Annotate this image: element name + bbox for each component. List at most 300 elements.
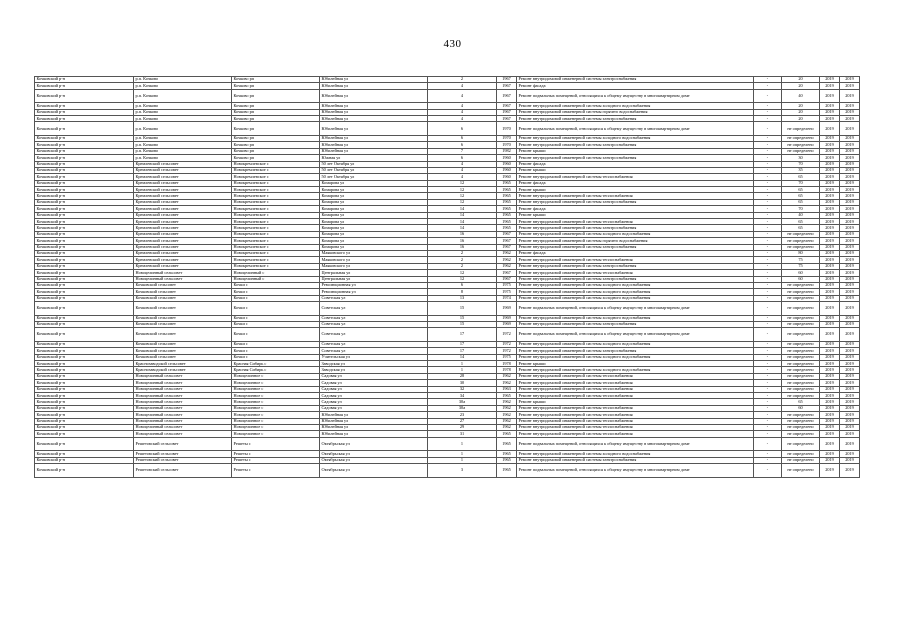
district-cell: Кочковский р-н bbox=[35, 174, 134, 180]
year-cell: 1967 bbox=[497, 244, 517, 250]
value-cell: не определено bbox=[782, 412, 820, 418]
house-number-cell: 4 bbox=[428, 167, 497, 173]
district-cell: Кочковский р-н bbox=[35, 380, 134, 386]
settlement-cell: Новокремлевское с bbox=[232, 244, 320, 250]
year-to-cell: 2019 bbox=[840, 116, 860, 122]
year-cell: 1970 bbox=[497, 142, 517, 148]
house-number-cell: 2 bbox=[428, 263, 497, 269]
settlement-cell: Новокремлевское с bbox=[232, 167, 320, 173]
house-number-cell: 6 bbox=[428, 155, 497, 161]
year-to-cell: 2019 bbox=[840, 289, 860, 295]
work-type-cell: Ремонт внутридомовой инженерной системы горячего водоснабжения bbox=[517, 109, 754, 115]
work-type-cell: Ремонт крыши bbox=[517, 361, 754, 367]
work-type-cell: Ремонт крыши bbox=[517, 187, 754, 193]
value-cell: не определено bbox=[782, 418, 820, 424]
settlement-cell: Кочки с bbox=[232, 322, 320, 328]
work-type-cell: Ремонт подвальных помещений, относящихся к общему имуществу в многоквартирном доме bbox=[517, 437, 754, 451]
year-from-cell: 2019 bbox=[820, 83, 840, 89]
year-to-cell: 2019 bbox=[840, 282, 860, 288]
work-type-cell: Ремонт внутридомовой инженерной системы холодного водоснабжения bbox=[517, 103, 754, 109]
year-to-cell: 2019 bbox=[840, 276, 860, 282]
year-from-cell: 2019 bbox=[820, 373, 840, 379]
house-number-cell: 31 bbox=[428, 431, 497, 437]
dash-cell: - bbox=[754, 399, 782, 405]
house-number-cell: 30 bbox=[428, 380, 497, 386]
work-type-cell: Ремонт крыши bbox=[517, 212, 754, 218]
district-cell: Кочковский р-н bbox=[35, 148, 134, 154]
street-cell: Юбилейная ул bbox=[320, 109, 428, 115]
house-number-cell: 15 bbox=[428, 302, 497, 316]
street-cell: Юбилейная ул bbox=[320, 122, 428, 136]
dash-cell: - bbox=[754, 219, 782, 225]
district-cell: Кочковский р-н bbox=[35, 276, 134, 282]
year-cell: 1965 bbox=[497, 451, 517, 457]
table-row bbox=[35, 302, 860, 316]
street-cell: Советская ул bbox=[320, 315, 428, 321]
value-cell: 20 bbox=[782, 83, 820, 89]
value-cell: не определено bbox=[782, 295, 820, 301]
year-cell: 1962 bbox=[497, 405, 517, 411]
year-cell: 1967 bbox=[497, 116, 517, 122]
dash-cell: - bbox=[754, 135, 782, 141]
municipality-cell: Кремлевский сельсовет bbox=[134, 212, 232, 218]
year-from-cell: 2019 bbox=[820, 399, 840, 405]
work-type-cell: Ремонт внутридомовой инженерной системы электроснабжения bbox=[517, 77, 754, 83]
dash-cell: - bbox=[754, 167, 782, 173]
year-cell: 1962 bbox=[497, 250, 517, 256]
municipality-cell: Кремлевский сельсовет bbox=[134, 161, 232, 167]
year-to-cell: 2019 bbox=[840, 167, 860, 173]
year-to-cell: 2019 bbox=[840, 135, 860, 141]
value-cell: не определено bbox=[782, 244, 820, 250]
municipality-cell: Новоцелинный сельсовет bbox=[134, 380, 232, 386]
value-cell: не определено bbox=[782, 457, 820, 463]
settlement-cell: Новокремлевское с bbox=[232, 263, 320, 269]
municipality-cell: Решетовский сельсовет bbox=[134, 451, 232, 457]
year-to-cell: 2019 bbox=[840, 225, 860, 231]
municipality-cell: Новоцелинный сельсовет bbox=[134, 424, 232, 430]
dash-cell: - bbox=[754, 418, 782, 424]
year-from-cell: 2019 bbox=[820, 289, 840, 295]
year-cell: 1960 bbox=[497, 155, 517, 161]
district-cell: Кочковский р-н bbox=[35, 161, 134, 167]
municipality-cell: Новоцелинный сельсовет bbox=[134, 386, 232, 392]
settlement-cell: Кочково рп bbox=[232, 83, 320, 89]
value-cell: не определено bbox=[782, 135, 820, 141]
street-cell: Садовая ул bbox=[320, 399, 428, 405]
year-from-cell: 2019 bbox=[820, 212, 840, 218]
district-cell: Кочковский р-н bbox=[35, 373, 134, 379]
house-number-cell: 1 bbox=[428, 437, 497, 451]
year-from-cell: 2019 bbox=[820, 199, 840, 205]
municipality-cell: Кремлевский сельсовет bbox=[134, 219, 232, 225]
settlement-cell: Новоцелинное с bbox=[232, 424, 320, 430]
year-from-cell: 2019 bbox=[820, 250, 840, 256]
year-cell: 1962 bbox=[497, 263, 517, 269]
district-cell: Кочковский р-н bbox=[35, 109, 134, 115]
settlement-cell: Новокремлевское с bbox=[232, 161, 320, 167]
settlement-cell: Кочки с bbox=[232, 354, 320, 360]
municipality-cell: Кочковский сельсовет bbox=[134, 302, 232, 316]
district-cell: Кочковский р-н bbox=[35, 206, 134, 212]
municipality-cell: Кремлевский сельсовет bbox=[134, 180, 232, 186]
work-type-cell: Ремонт фасада bbox=[517, 83, 754, 89]
district-cell: Кочковский р-н bbox=[35, 295, 134, 301]
settlement-cell: Новокремлевское с bbox=[232, 231, 320, 237]
year-to-cell: 2019 bbox=[840, 244, 860, 250]
year-from-cell: 2019 bbox=[820, 380, 840, 386]
municipality-cell: р.п. Кочково bbox=[134, 142, 232, 148]
settlement-cell: Кочково рп bbox=[232, 116, 320, 122]
year-cell: 1965 bbox=[497, 219, 517, 225]
value-cell: не определено bbox=[782, 231, 820, 237]
year-from-cell: 2019 bbox=[820, 155, 840, 161]
street-cell: Комарова ул bbox=[320, 180, 428, 186]
district-cell: Кочковский р-н bbox=[35, 393, 134, 399]
work-type-cell: Ремонт внутридомовой инженерной системы теплоснабжения bbox=[517, 424, 754, 430]
year-cell: 1982 bbox=[497, 148, 517, 154]
district-cell: Кочковский р-н bbox=[35, 103, 134, 109]
dash-cell: - bbox=[754, 431, 782, 437]
value-cell: 35 bbox=[782, 167, 820, 173]
dash-cell: - bbox=[754, 437, 782, 451]
dash-cell: - bbox=[754, 405, 782, 411]
municipality-cell: Кремлевский сельсовет bbox=[134, 238, 232, 244]
year-cell: 1967 bbox=[497, 103, 517, 109]
work-type-cell: Ремонт внутридомовой инженерной системы холодного водоснабжения bbox=[517, 315, 754, 321]
year-cell: 1967 bbox=[497, 77, 517, 83]
work-type-cell: Ремонт внутридомовой инженерной системы холодного водоснабжения bbox=[517, 231, 754, 237]
street-cell: Заводская ул bbox=[320, 367, 428, 373]
street-cell: Юбилейная ул bbox=[320, 77, 428, 83]
settlement-cell: Новокремлевское с bbox=[232, 250, 320, 256]
district-cell: Кочковский р-н bbox=[35, 167, 134, 173]
year-cell: 1965 bbox=[497, 431, 517, 437]
year-from-cell: 2019 bbox=[820, 109, 840, 115]
house-number-cell: 4 bbox=[428, 161, 497, 167]
year-cell: 1965 bbox=[497, 180, 517, 186]
municipality-cell: Кочковский сельсовет bbox=[134, 354, 232, 360]
work-type-cell: Ремонт внутридомовой инженерной системы теплоснабжения bbox=[517, 393, 754, 399]
house-number-cell: 6 bbox=[428, 122, 497, 136]
work-type-cell: Ремонт подвальных помещений, относящихся к общему имуществу в многоквартирном доме bbox=[517, 328, 754, 342]
street-cell: Учительская ул bbox=[320, 354, 428, 360]
work-type-cell: Ремонт крыши bbox=[517, 399, 754, 405]
dash-cell: - bbox=[754, 393, 782, 399]
settlement-cell: Кочково рп bbox=[232, 89, 320, 103]
value-cell: 60 bbox=[782, 405, 820, 411]
municipality-cell: Краснозаводской сельсовет bbox=[134, 361, 232, 367]
house-number-cell: 29 bbox=[428, 424, 497, 430]
settlement-cell: Новоцелинное с bbox=[232, 399, 320, 405]
municipality-cell: р.п. Кочково bbox=[134, 148, 232, 154]
year-to-cell: 2019 bbox=[840, 464, 860, 478]
page-number: 430 bbox=[443, 38, 462, 50]
street-cell: Комарова ул bbox=[320, 244, 428, 250]
district-cell: Кочковский р-н bbox=[35, 250, 134, 256]
settlement-cell: Новоцелинный с bbox=[232, 276, 320, 282]
work-type-cell: Ремонт фасада bbox=[517, 180, 754, 186]
settlement-cell: Кочки с bbox=[232, 289, 320, 295]
house-number-cell: 4 bbox=[428, 174, 497, 180]
value-cell: 80 bbox=[782, 250, 820, 256]
work-type-cell: Ремонт внутридомовой инженерной системы холодного водоснабжения bbox=[517, 451, 754, 457]
municipality-cell: Кремлевский сельсовет bbox=[134, 250, 232, 256]
year-to-cell: 2019 bbox=[840, 302, 860, 316]
dash-cell: - bbox=[754, 322, 782, 328]
dash-cell: - bbox=[754, 244, 782, 250]
house-number-cell: 23 bbox=[428, 412, 497, 418]
work-type-cell: Ремонт подвальных помещений, относящихся к общему имуществу в многоквартирном доме bbox=[517, 122, 754, 136]
settlement-cell: Новоцелинное с bbox=[232, 418, 320, 424]
value-cell: не определено bbox=[782, 373, 820, 379]
street-cell: Садовая ул bbox=[320, 380, 428, 386]
dash-cell: - bbox=[754, 238, 782, 244]
year-from-cell: 2019 bbox=[820, 148, 840, 154]
municipality-cell: Кочковский сельсовет bbox=[134, 348, 232, 354]
dash-cell: - bbox=[754, 103, 782, 109]
year-cell: 1969 bbox=[497, 322, 517, 328]
street-cell: Садовая ул bbox=[320, 386, 428, 392]
settlement-cell: Кочково рп bbox=[232, 142, 320, 148]
value-cell: не определено bbox=[782, 341, 820, 347]
district-cell: Кочковский р-н bbox=[35, 424, 134, 430]
district-cell: Кочковский р-н bbox=[35, 219, 134, 225]
street-cell: Юбилейная ул bbox=[320, 412, 428, 418]
table-body bbox=[35, 77, 860, 478]
settlement-cell: Новокремлевское с bbox=[232, 257, 320, 263]
district-cell: Кочковский р-н bbox=[35, 315, 134, 321]
settlement-cell: Кочково рп bbox=[232, 155, 320, 161]
municipality-cell: Кочковский сельсовет bbox=[134, 289, 232, 295]
district-cell: Кочковский р-н bbox=[35, 328, 134, 342]
district-cell: Кочковский р-н bbox=[35, 187, 134, 193]
municipality-cell: Кочковский сельсовет bbox=[134, 295, 232, 301]
house-number-cell: 17 bbox=[428, 348, 497, 354]
year-to-cell: 2019 bbox=[840, 399, 860, 405]
year-from-cell: 2019 bbox=[820, 270, 840, 276]
year-from-cell: 2019 bbox=[820, 405, 840, 411]
year-to-cell: 2019 bbox=[840, 83, 860, 89]
table-row bbox=[35, 437, 860, 451]
street-cell: Комарова ул bbox=[320, 193, 428, 199]
year-to-cell: 2019 bbox=[840, 295, 860, 301]
house-number-cell: 1 bbox=[428, 451, 497, 457]
street-cell: Садовая ул bbox=[320, 373, 428, 379]
year-cell: 1962 bbox=[497, 424, 517, 430]
street-cell: Юбилейная ул bbox=[320, 83, 428, 89]
value-cell: 65 bbox=[782, 219, 820, 225]
district-cell: Кочковский р-н bbox=[35, 89, 134, 103]
year-cell: 1962 bbox=[497, 399, 517, 405]
year-from-cell: 2019 bbox=[820, 238, 840, 244]
district-cell: Кочковский р-н bbox=[35, 302, 134, 316]
year-from-cell: 2019 bbox=[820, 103, 840, 109]
work-type-cell: Ремонт внутридомовой инженерной системы холодного водоснабжения bbox=[517, 295, 754, 301]
year-to-cell: 2019 bbox=[840, 380, 860, 386]
municipality-cell: Кремлевский сельсовет bbox=[134, 167, 232, 173]
year-to-cell: 2019 bbox=[840, 142, 860, 148]
year-cell: 1972 bbox=[497, 348, 517, 354]
street-cell: Юбилейная ул bbox=[320, 103, 428, 109]
district-cell: Кочковский р-н bbox=[35, 257, 134, 263]
work-type-cell: Ремонт внутридомовой инженерной системы теплоснабжения bbox=[517, 431, 754, 437]
street-cell: Комарова ул bbox=[320, 199, 428, 205]
year-to-cell: 2019 bbox=[840, 148, 860, 154]
street-cell: Маяковского ул bbox=[320, 250, 428, 256]
dash-cell: - bbox=[754, 464, 782, 478]
street-cell: Комарова ул bbox=[320, 219, 428, 225]
year-to-cell: 2019 bbox=[840, 257, 860, 263]
house-number-cell: 14 bbox=[428, 219, 497, 225]
year-to-cell: 2019 bbox=[840, 77, 860, 83]
settlement-cell: Новокремлевское с bbox=[232, 225, 320, 231]
year-cell: 1969 bbox=[497, 302, 517, 316]
value-cell: 65 bbox=[782, 187, 820, 193]
year-from-cell: 2019 bbox=[820, 89, 840, 103]
settlement-cell: Кочково рп bbox=[232, 109, 320, 115]
dash-cell: - bbox=[754, 109, 782, 115]
year-cell: 1975 bbox=[497, 354, 517, 360]
municipality-cell: Кремлевский сельсовет bbox=[134, 199, 232, 205]
value-cell: не определено bbox=[782, 122, 820, 136]
year-from-cell: 2019 bbox=[820, 315, 840, 321]
street-cell: Комарова ул bbox=[320, 212, 428, 218]
street-cell: Юбилейная ул bbox=[320, 116, 428, 122]
house-number-cell: 12 bbox=[428, 270, 497, 276]
house-number-cell: 6 bbox=[428, 282, 497, 288]
value-cell: не определено bbox=[782, 328, 820, 342]
settlement-cell: Новокремлевское с bbox=[232, 193, 320, 199]
municipality-cell: р.п. Кочково bbox=[134, 77, 232, 83]
dash-cell: - bbox=[754, 282, 782, 288]
settlement-cell: Новоцелинное с bbox=[232, 380, 320, 386]
district-cell: Кочковский р-н bbox=[35, 135, 134, 141]
year-from-cell: 2019 bbox=[820, 187, 840, 193]
municipality-cell: Кремлевский сельсовет bbox=[134, 187, 232, 193]
dash-cell: - bbox=[754, 148, 782, 154]
settlement-cell: Новокремлевское с bbox=[232, 180, 320, 186]
year-cell: 1965 bbox=[497, 212, 517, 218]
year-to-cell: 2019 bbox=[840, 187, 860, 193]
district-cell: Кочковский р-н bbox=[35, 405, 134, 411]
year-to-cell: 2019 bbox=[840, 212, 860, 218]
house-number-cell: 12 bbox=[428, 199, 497, 205]
year-from-cell: 2019 bbox=[820, 231, 840, 237]
work-type-cell: Ремонт внутридомовой инженерной системы электроснабжения bbox=[517, 348, 754, 354]
year-from-cell: 2019 bbox=[820, 122, 840, 136]
house-number-cell: 14 bbox=[428, 206, 497, 212]
work-type-cell: Ремонт внутридомовой инженерной системы теплоснабжения bbox=[517, 418, 754, 424]
municipality-cell: Кочковский сельсовет bbox=[134, 282, 232, 288]
dash-cell: - bbox=[754, 451, 782, 457]
street-cell: Советская ул bbox=[320, 322, 428, 328]
value-cell: не определено bbox=[782, 322, 820, 328]
value-cell: не определено bbox=[782, 315, 820, 321]
municipality-cell: Новоцелинный сельсовет bbox=[134, 418, 232, 424]
year-cell: 1962 bbox=[497, 373, 517, 379]
street-cell: Юбилейная ул bbox=[320, 418, 428, 424]
year-to-cell: 2019 bbox=[840, 89, 860, 103]
year-cell: 1975 bbox=[497, 282, 517, 288]
year-from-cell: 2019 bbox=[820, 142, 840, 148]
year-from-cell: 2019 bbox=[820, 341, 840, 347]
house-number-cell: 30а bbox=[428, 399, 497, 405]
value-cell: 40 bbox=[782, 89, 820, 103]
district-cell: Кочковский р-н bbox=[35, 348, 134, 354]
district-cell: Кочковский р-н bbox=[35, 77, 134, 83]
value-cell: не определено bbox=[782, 302, 820, 316]
street-cell: Юбилейная ул bbox=[320, 89, 428, 103]
house-number-cell: 1 bbox=[428, 361, 497, 367]
year-to-cell: 2019 bbox=[840, 155, 860, 161]
year-cell: 1965 bbox=[497, 193, 517, 199]
dash-cell: - bbox=[754, 199, 782, 205]
municipality-cell: Кремлевский сельсовет bbox=[134, 231, 232, 237]
year-from-cell: 2019 bbox=[820, 457, 840, 463]
value-cell: не определено bbox=[782, 367, 820, 373]
year-cell: 1965 bbox=[497, 437, 517, 451]
year-cell: 1978 bbox=[497, 367, 517, 373]
house-number-cell: 16 bbox=[428, 231, 497, 237]
year-to-cell: 2019 bbox=[840, 405, 860, 411]
street-cell: Садовая ул bbox=[320, 393, 428, 399]
house-number-cell: 8 bbox=[428, 289, 497, 295]
house-number-cell: 27 bbox=[428, 418, 497, 424]
municipality-cell: Решетовский сельсовет bbox=[134, 457, 232, 463]
street-cell: Революционная ул bbox=[320, 289, 428, 295]
dash-cell: - bbox=[754, 412, 782, 418]
year-to-cell: 2019 bbox=[840, 270, 860, 276]
dash-cell: - bbox=[754, 328, 782, 342]
settlement-cell: Кочки с bbox=[232, 348, 320, 354]
settlement-cell: Кочково рп bbox=[232, 103, 320, 109]
value-cell: 60 bbox=[782, 270, 820, 276]
house-number-cell: 17 bbox=[428, 341, 497, 347]
year-to-cell: 2019 bbox=[840, 122, 860, 136]
house-number-cell: 4 bbox=[428, 83, 497, 89]
year-cell: 1975 bbox=[497, 289, 517, 295]
municipality-cell: р.п. Кочково bbox=[134, 89, 232, 103]
settlement-cell: Кочки с bbox=[232, 315, 320, 321]
year-from-cell: 2019 bbox=[820, 77, 840, 83]
dash-cell: - bbox=[754, 187, 782, 193]
value-cell: не определено bbox=[782, 148, 820, 154]
municipality-cell: р.п. Кочково bbox=[134, 116, 232, 122]
settlement-cell: Новоцелинное с bbox=[232, 373, 320, 379]
year-cell: 1970 bbox=[497, 122, 517, 136]
work-type-cell: Ремонт внутридомовой инженерной системы электроснабжения bbox=[517, 322, 754, 328]
dash-cell: - bbox=[754, 367, 782, 373]
dash-cell: - bbox=[754, 373, 782, 379]
settlement-cell: Новокремлевское с bbox=[232, 199, 320, 205]
house-number-cell: 12 bbox=[428, 187, 497, 193]
year-cell: 1963 bbox=[497, 386, 517, 392]
dash-cell: - bbox=[754, 174, 782, 180]
municipality-cell: Кремлевский сельсовет bbox=[134, 225, 232, 231]
dash-cell: - bbox=[754, 348, 782, 354]
work-type-cell: Ремонт внутридомовой инженерной системы теплоснабжения bbox=[517, 193, 754, 199]
work-type-cell: Ремонт внутридомовой инженерной системы электроснабжения bbox=[517, 244, 754, 250]
year-from-cell: 2019 bbox=[820, 393, 840, 399]
settlement-cell: Новокремлевское с bbox=[232, 206, 320, 212]
year-from-cell: 2019 bbox=[820, 295, 840, 301]
year-cell: 1960 bbox=[497, 161, 517, 167]
street-cell: Центральная ул bbox=[320, 276, 428, 282]
year-from-cell: 2019 bbox=[820, 167, 840, 173]
value-cell: не определено bbox=[782, 354, 820, 360]
year-cell: 1969 bbox=[497, 315, 517, 321]
